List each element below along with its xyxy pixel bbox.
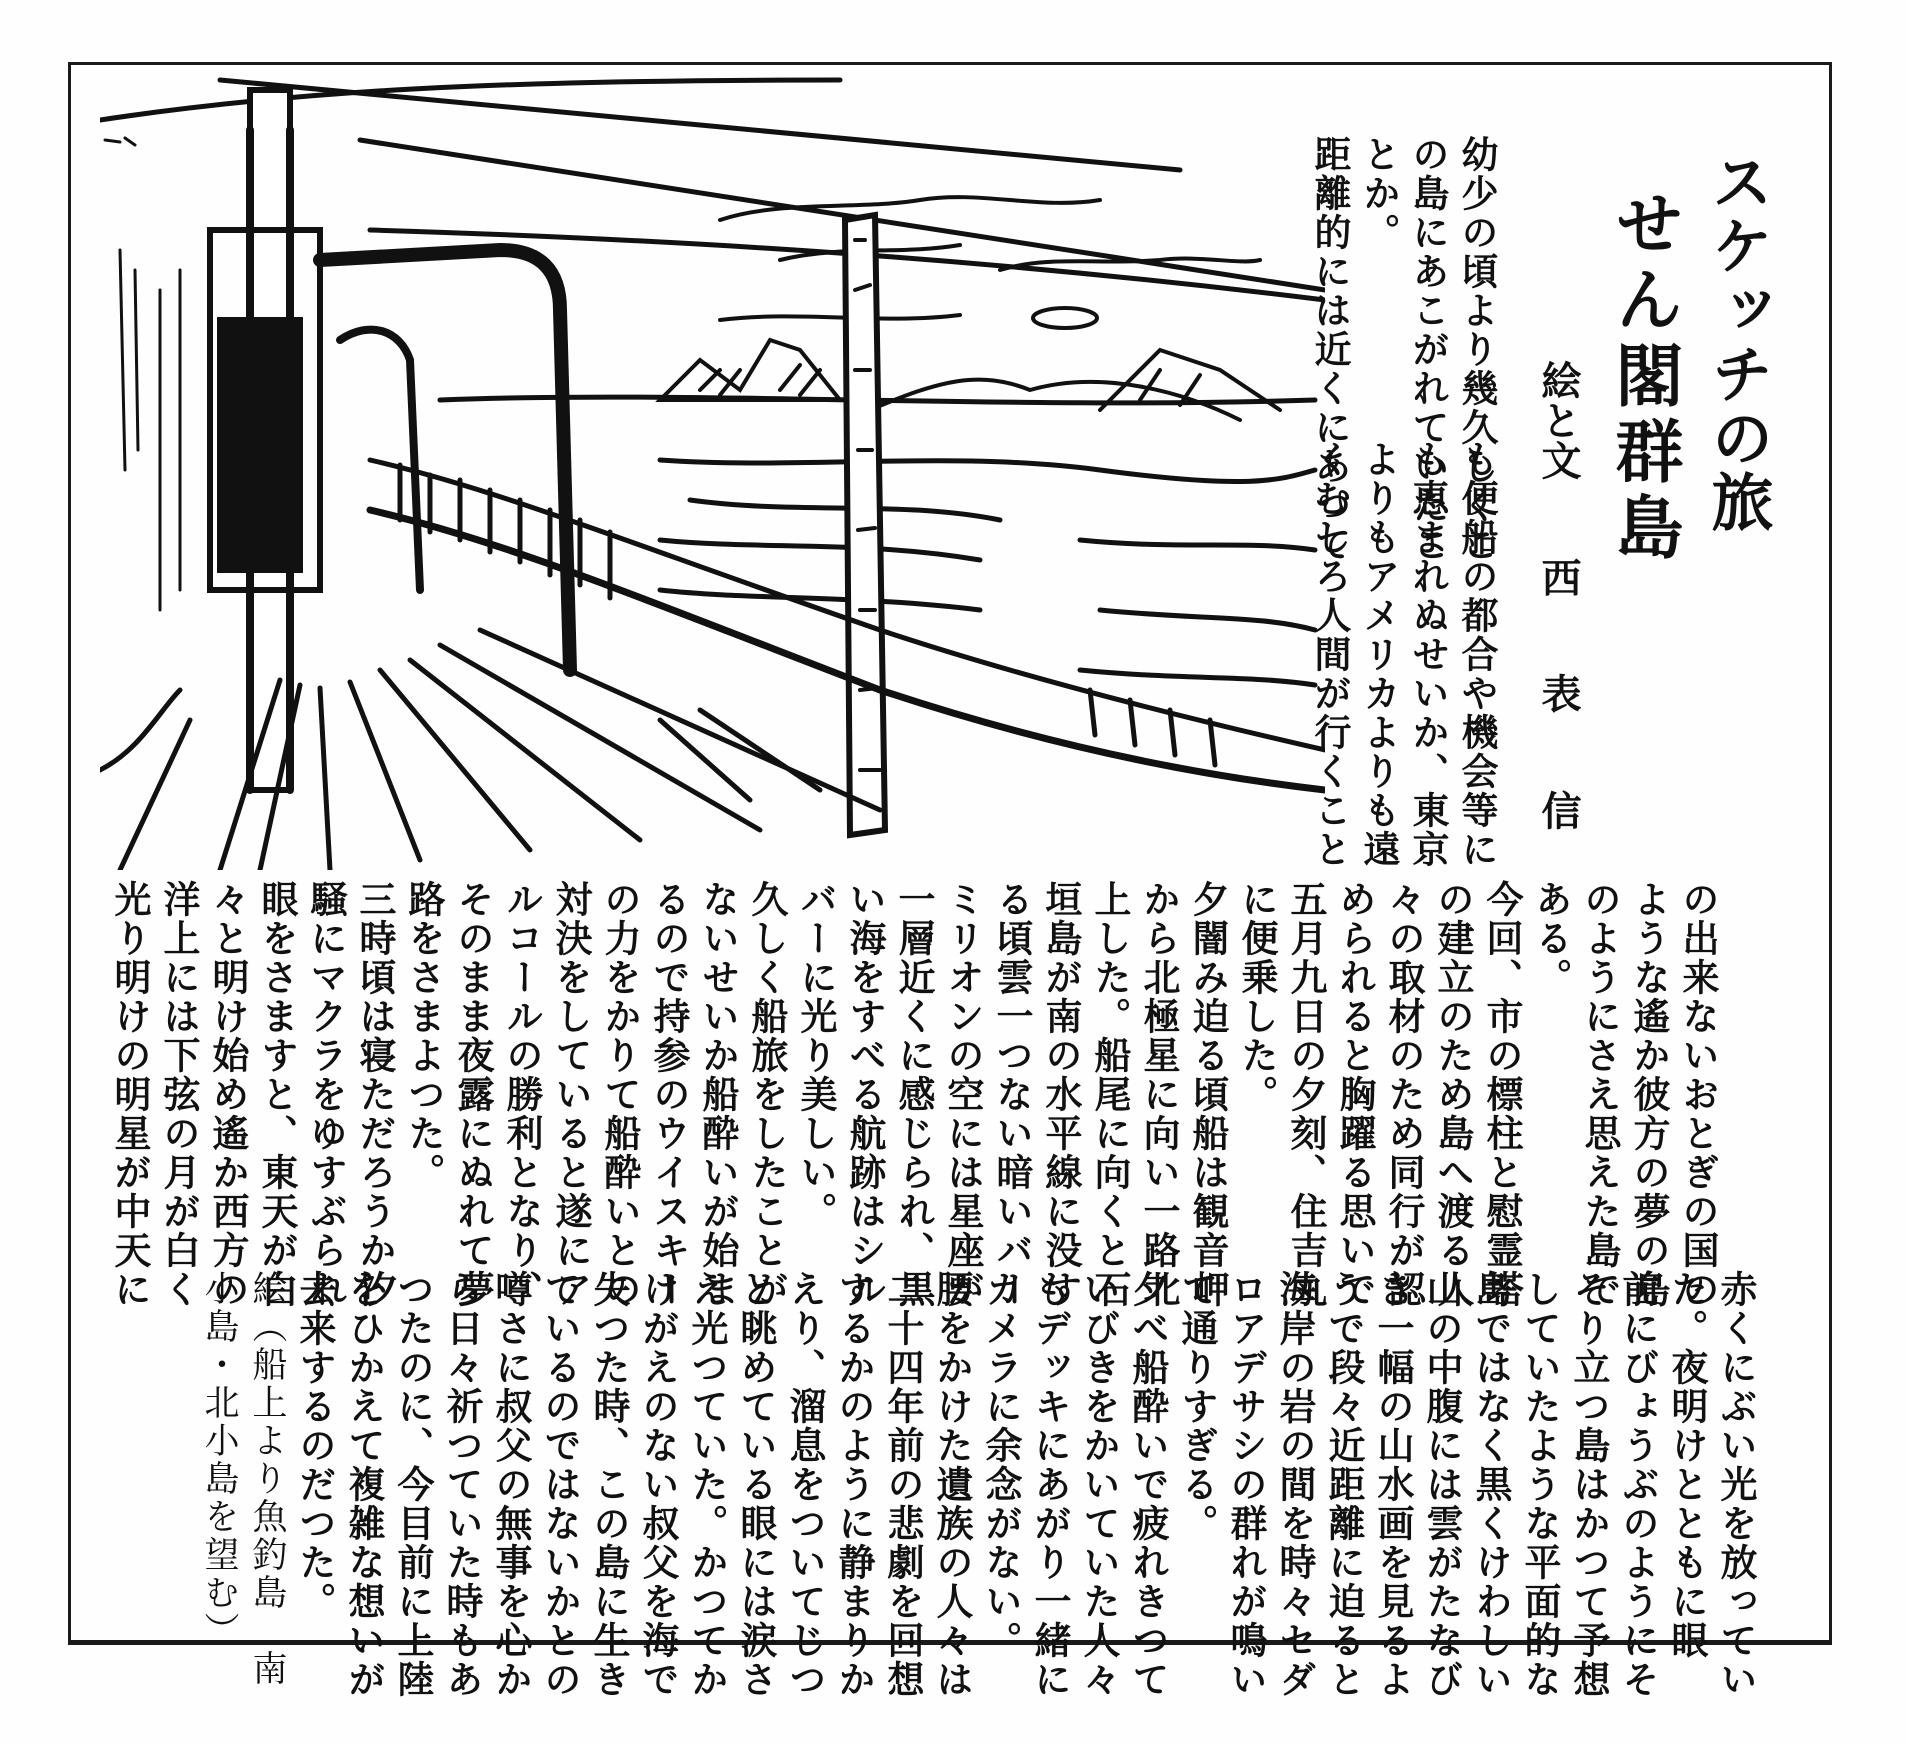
byline-author1: 西	[1535, 556, 1581, 597]
text-line: カメラに余念がない。	[979, 1270, 1022, 1660]
text-line: するかのように静まりか	[832, 1270, 875, 1699]
text-line: い海をすべる航跡はシル	[843, 880, 886, 1309]
text-line: の島にあこがれていたこ	[1406, 135, 1449, 564]
text-line: た。夜明けとともに眼	[1665, 1270, 1708, 1660]
text-line: 久しく船旅をしたことが	[745, 880, 788, 1309]
text-line: 島ではなく黒くけわしい	[1469, 1270, 1512, 1699]
text-line: ような遙か彼方の夢の島	[1627, 880, 1670, 1309]
text-line: 路をさまよつた。	[402, 880, 445, 1192]
text-line: 夕闇み迫る頃船は観音岬	[1186, 880, 1229, 1309]
text-line: 幼少の頃より幾久しくこ	[1455, 135, 1498, 564]
text-line: ているのではないかとの	[538, 1270, 581, 1699]
text-line: えり、溜息をついてじつ	[783, 1270, 826, 1699]
text-line: の建立のため島へ渡る人	[1431, 880, 1474, 1309]
text-line: き一幅の山水画を見るよ	[1371, 1270, 1414, 1699]
text-line: 噂さに叔父の無事を心か	[489, 1270, 532, 1699]
text-line: 垣島が南の水平線に没す	[1039, 880, 1082, 1309]
title-line1: スケッチの旅	[1701, 150, 1774, 534]
text-line: から北極星に向い一路北	[1137, 880, 1180, 1309]
caption-line1: 絵（船上より魚釣島 南	[247, 1270, 287, 1688]
text-line: る頃雲一つない暗いバー	[990, 880, 1033, 1309]
text-line: て通りすぎる。	[1175, 1270, 1218, 1543]
text-line: 前にびょうぶのようにそ	[1616, 1270, 1659, 1699]
caption-line2: 小島・北小島を望む）	[199, 1270, 239, 1650]
bottom-paragraphs	[290, 1270, 1760, 1699]
mast-pole	[845, 215, 885, 835]
text-line: められると胸躍る思いで	[1333, 880, 1376, 1309]
text-line: 五月九日の夕刻、住吉丸	[1284, 880, 1327, 1309]
text-line: うで段々近距離に迫ると	[1322, 1270, 1365, 1699]
text-line: 対決をしていると遂にア	[549, 880, 592, 1309]
text-line: 夕べ船酔いで疲れきつて	[1126, 1270, 1169, 1699]
text-line: 上した。船尾に向くと石	[1088, 880, 1131, 1309]
byline-author2: 表	[1535, 673, 1581, 714]
text-line: のようにさえ思えた島で	[1578, 880, 1621, 1309]
text-line: 三時頃は寝ただろうか汐	[353, 880, 396, 1309]
text-line: ある。	[1529, 880, 1572, 997]
byline	[1530, 360, 1587, 830]
title-line2: せん閣群島	[1604, 188, 1683, 568]
deck-planks	[100, 630, 880, 870]
byline-label: 絵と文	[1535, 360, 1581, 480]
text-line: くむしろ人間が行くこと	[1308, 440, 1351, 869]
text-line: ミリオンの空には星座が	[941, 880, 984, 1309]
text-line: していたような平面的な	[1518, 1270, 1561, 1699]
left-margin-marks	[105, 138, 138, 470]
text-line: いびきをかいていた人々	[1077, 1270, 1120, 1699]
illustration-caption	[195, 1270, 291, 1688]
text-line: 失つた時、この島に生き	[587, 1270, 630, 1699]
text-line: 山の中腹には雲がたなび	[1420, 1270, 1463, 1699]
text-line: 赤くにぶい光を放ってい	[1714, 1270, 1757, 1699]
text-line: の力をかりて船酔いとの	[598, 880, 641, 1309]
text-line: と眺めている眼には涙さ	[734, 1270, 777, 1699]
text-line: え光つていた。かつてか	[685, 1270, 728, 1699]
text-line: に便乗した。	[1235, 880, 1278, 1114]
ship-deck-sketch	[100, 70, 1325, 870]
text-line: ルコールの勝利となり、	[500, 880, 543, 1309]
text-line: 騒にマクラをゆすぶられ	[304, 880, 347, 1309]
text-line: をひかえて複雑な想いが	[342, 1270, 385, 1699]
text-line: も恵まれぬせいか、東京	[1406, 440, 1449, 869]
text-line: るので持参のウイスキー	[647, 880, 690, 1309]
text-line: 光り明けの明星が中天に	[108, 880, 151, 1309]
byline-author3: 信	[1535, 789, 1581, 830]
text-line: 二十四年前の悲劇を回想	[881, 1270, 924, 1699]
text-line: 々の取材のため同行が認	[1382, 880, 1425, 1309]
text-line: 距離的には近くにあつて	[1308, 135, 1351, 564]
text-line: ら日々祈つていた時もあ	[440, 1270, 483, 1699]
text-line: そり立つ島はかつて予想	[1567, 1270, 1610, 1699]
text-line: の出来ないおとぎの国の	[1676, 880, 1719, 1309]
text-line: 々と明け始め遙か西方の	[206, 880, 249, 1309]
text-line: けがえのない叔父を海で	[636, 1270, 679, 1699]
text-line: 眼をさますと、東天が白	[255, 880, 298, 1309]
text-line: ロアデサシの群れが鳴い	[1224, 1270, 1267, 1699]
text-line: とか。	[1357, 135, 1400, 252]
text-line: 洋上には下弦の月が白く	[157, 880, 200, 1309]
text-line: 今回、市の標柱と慰霊塔	[1480, 880, 1523, 1309]
text-line: ないせいか船酔いが始ま	[696, 880, 739, 1309]
text-line: もデッキにあがり一緒に	[1028, 1270, 1071, 1699]
paragraph-block-b	[1305, 440, 1501, 869]
text-line: そのまま夜露にぬれて夢	[451, 880, 494, 1309]
text-line: 一層近くに感じられ、黒	[892, 880, 935, 1309]
text-line: 去来するのだつた。	[293, 1270, 336, 1621]
text-line: よりもアメリカよりも遠	[1357, 440, 1400, 869]
text-line: つたのに、今目前に上陸	[391, 1270, 434, 1699]
text-line: 海岸の岩の間を時々セダ	[1273, 1270, 1316, 1699]
text-line: バーに光り美しい。	[794, 880, 837, 1231]
text-line: 腰をかけた遺族の人々は	[930, 1270, 973, 1699]
text-line: も便船の都合や機会等に	[1455, 440, 1498, 869]
islands	[660, 340, 1280, 420]
